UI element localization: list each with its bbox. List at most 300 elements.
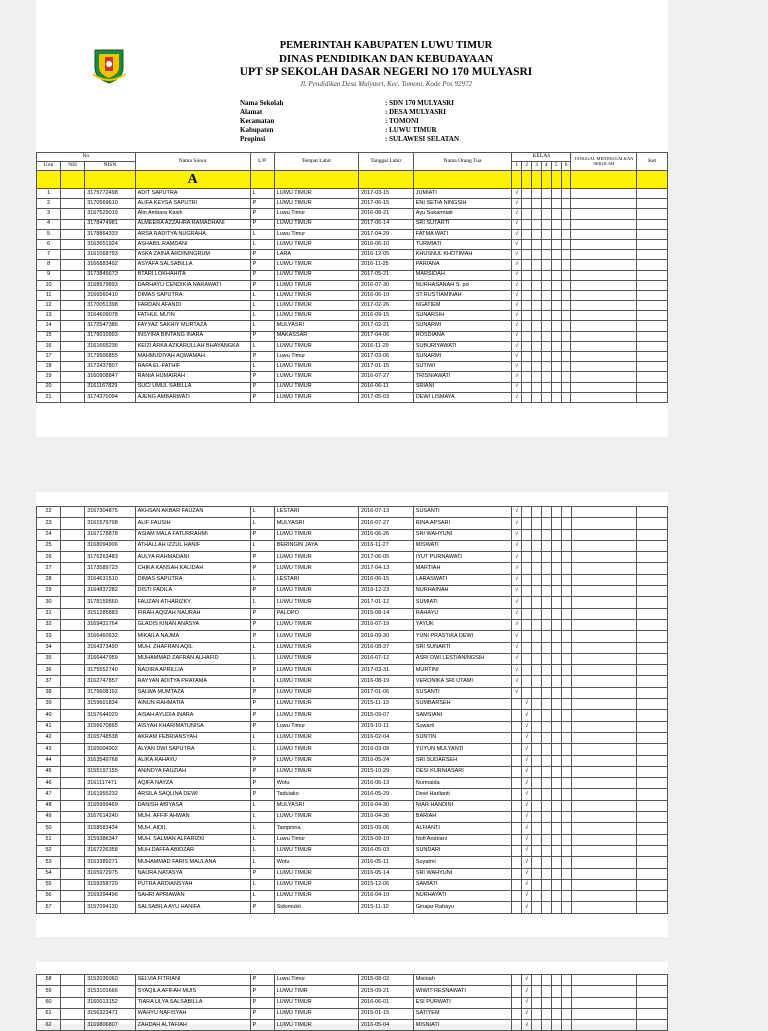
row-number: 39 [37, 699, 61, 710]
nisn-cell: 3156670865 [85, 721, 135, 732]
info-label: Propinsi [240, 135, 266, 143]
nis-cell [61, 552, 85, 563]
ket-cell [637, 529, 668, 540]
leave-date-cell [571, 331, 637, 341]
birthdate-cell: 2015-08-02 [359, 975, 414, 986]
nis-cell [61, 891, 85, 902]
gender-cell: L [250, 574, 274, 585]
empty-cell [541, 171, 551, 189]
nisn-cell: 3159358729 [85, 879, 135, 890]
student-name: ALMEERA AZZAHRA RAMADHANI [135, 219, 250, 229]
nisn-cell: 3167529019 [85, 209, 135, 219]
ket-cell [637, 642, 668, 653]
leave-date-cell [571, 789, 637, 800]
check-icon: √ [512, 321, 522, 331]
nis-cell [61, 250, 85, 260]
ket-cell [637, 209, 668, 219]
student-name: ASYAFA SALSABILLA [135, 260, 250, 270]
birthdate-cell: 2016-08-21 [359, 209, 414, 219]
gender-cell: L [250, 653, 274, 664]
birthplace-cell: LUWU TIMUR [274, 199, 358, 209]
birthdate-cell: 2016-05-14 [359, 868, 414, 879]
leave-date-cell [571, 665, 637, 676]
nisn-cell: 3169294496 [85, 891, 135, 902]
table-row [37, 642, 668, 653]
gender-cell: P [250, 902, 274, 913]
header-nisn: NISN [85, 162, 135, 171]
check-icon: √ [512, 341, 522, 351]
header-kelas-6: 6 [561, 162, 571, 171]
ket-cell [637, 301, 668, 311]
nisn-cell: 3161579798 [85, 518, 135, 529]
birthplace-cell: LUWU TIMUR [274, 239, 358, 249]
gender-cell: L [250, 676, 274, 687]
check-icon: √ [522, 721, 532, 732]
nis-cell [61, 975, 85, 986]
birthdate-cell: 2016-07-19 [359, 619, 414, 630]
parent-name: SUMBARSEH [413, 699, 512, 710]
birthplace-cell: LESTARI [274, 507, 358, 518]
leave-date-cell [571, 301, 637, 311]
gender-cell: P [250, 270, 274, 280]
kelas-cell [551, 362, 561, 372]
student-name: ARSILA SAQLINA DEWI [135, 789, 250, 800]
birthdate-cell: 2015-01-15 [359, 1008, 414, 1019]
student-name: SUCI UMUL SABILLA [135, 382, 250, 392]
table-row [37, 392, 668, 402]
birthplace-cell: LUWU TIMUR [274, 1008, 358, 1019]
kelas-cell [522, 665, 532, 676]
birthplace-cell: LUWU TIMUR [274, 879, 358, 890]
kelas-cell [561, 823, 571, 834]
info-label: Kecamatan [240, 117, 275, 125]
kelas-cell [561, 507, 571, 518]
nis-cell [61, 687, 85, 698]
student-name: DANISH ABIYASA [135, 800, 250, 811]
kelas-cell [532, 270, 542, 280]
nis-cell [61, 321, 85, 331]
kelas-cell [532, 311, 542, 321]
kelas-cell [532, 301, 542, 311]
nis-cell [61, 879, 85, 890]
kelas-cell [551, 563, 561, 574]
nis-cell [61, 507, 85, 518]
kelas-cell [522, 219, 532, 229]
gender-cell: L [250, 642, 274, 653]
row-number: 27 [37, 563, 61, 574]
birthdate-cell: 2017-04-13 [359, 563, 414, 574]
regency-emblem-icon [92, 44, 126, 84]
birthplace-cell: LUWU TIMUR [274, 755, 358, 766]
nis-cell [61, 331, 85, 341]
row-number: 53 [37, 857, 61, 868]
nis-cell [61, 732, 85, 743]
info-value: : SULAWESI SELATAN [385, 135, 460, 143]
nisn-cell: 3164373490 [85, 642, 135, 653]
birthplace-cell: Luwu Timur [274, 834, 358, 845]
nis-cell [61, 665, 85, 676]
kelas-cell [541, 552, 551, 563]
birthplace-cell: LUWU TIMUR [274, 392, 358, 402]
nisn-cell: 3157644029 [85, 710, 135, 721]
kelas-cell [522, 653, 532, 664]
birthdate-cell: 2016-05-24 [359, 755, 414, 766]
student-name: ALIKA RAHAYU [135, 755, 250, 766]
kelas-cell [561, 1008, 571, 1019]
student-name: ALYAN DWI SAPUTRA [135, 744, 250, 755]
kelas-cell [561, 778, 571, 789]
info-value: : TOMONI [385, 117, 419, 125]
kelas-cell [541, 229, 551, 239]
row-number: 48 [37, 800, 61, 811]
row-number: 20 [37, 382, 61, 392]
birthdate-cell: 2017-02-26 [359, 301, 414, 311]
kelas-cell [561, 280, 571, 290]
birthdate-cell: 2015-08-14 [359, 608, 414, 619]
kelas-cell [551, 997, 561, 1008]
kelas-cell [551, 331, 561, 341]
ket-cell [637, 280, 668, 290]
birthdate-cell: 2016-05-04 [359, 1020, 414, 1031]
kelas-cell [541, 975, 551, 986]
gender-cell: L [250, 229, 274, 239]
ket-cell [637, 229, 668, 239]
kelas-cell [541, 219, 551, 229]
nis-cell [61, 845, 85, 856]
kelas-cell [561, 608, 571, 619]
nis-cell [61, 229, 85, 239]
kelas-cell [522, 687, 532, 698]
kelas-cell [561, 721, 571, 732]
check-icon: √ [522, 778, 532, 789]
ket-cell [637, 507, 668, 518]
nis-cell [61, 676, 85, 687]
row-number: 28 [37, 574, 61, 585]
kelas-cell [522, 608, 532, 619]
kelas-cell [532, 392, 542, 402]
leave-date-cell [571, 1008, 637, 1019]
row-number: 15 [37, 331, 61, 341]
row-number: 14 [37, 321, 61, 331]
ket-cell [637, 997, 668, 1008]
row-number: 33 [37, 631, 61, 642]
table-row [37, 789, 668, 800]
table-row [37, 270, 668, 280]
check-icon: √ [512, 642, 522, 653]
table-row [37, 362, 668, 372]
nisn-cell: 3159386347 [85, 834, 135, 845]
kelas-cell [551, 219, 561, 229]
nis-cell [61, 857, 85, 868]
birthplace-cell: LUWU TIMUR [274, 219, 358, 229]
kelas-cell [561, 331, 571, 341]
birthplace-cell: MULYASRI [274, 800, 358, 811]
kelas-cell [561, 868, 571, 879]
nis-cell [61, 812, 85, 823]
birthplace-cell: Luwu Timur [274, 352, 358, 362]
row-number: 42 [37, 732, 61, 743]
kelas-cell [541, 812, 551, 823]
kelas-cell [541, 239, 551, 249]
leave-date-cell [571, 270, 637, 280]
kelas-cell [561, 260, 571, 270]
ket-cell [637, 789, 668, 800]
header-tanggal-meninggalkan: TANGGAL MENINGGALKAN SEKOLAH [571, 153, 637, 171]
birthdate-cell: 2016-12-05 [359, 250, 414, 260]
table-row [37, 280, 668, 290]
nisn-cell: 3168979893 [85, 280, 135, 290]
leave-date-cell [571, 619, 637, 630]
nisn-cell: 3175772498 [85, 189, 135, 199]
ket-cell [637, 552, 668, 563]
table-row [37, 290, 668, 300]
nisn-cell: 3161117471 [85, 778, 135, 789]
leave-date-cell [571, 311, 637, 321]
kelas-cell [532, 199, 542, 209]
gender-cell: P [250, 608, 274, 619]
kelas-cell [541, 857, 551, 868]
gender-cell: L [250, 891, 274, 902]
header-urut: Urut [37, 162, 61, 171]
leave-date-cell [571, 699, 637, 710]
table-row [37, 834, 668, 845]
kelas-cell [532, 552, 542, 563]
leave-date-cell [571, 540, 637, 551]
kelas-cell [551, 239, 561, 249]
gender-cell: P [250, 868, 274, 879]
nis-cell [61, 189, 85, 199]
header-kelas-4: 4 [541, 162, 551, 171]
check-icon: √ [522, 834, 532, 845]
check-icon: √ [512, 540, 522, 551]
kelas-cell [522, 280, 532, 290]
birthplace-cell: Luwu Timur [274, 975, 358, 986]
parent-name: SRI WAHYUNI [413, 868, 512, 879]
parent-name: SATIYEM [413, 1008, 512, 1019]
birthdate-cell: 2016-07-27 [359, 518, 414, 529]
parent-name: SRI SUDARSEH [413, 755, 512, 766]
check-icon: √ [512, 676, 522, 687]
nisn-cell: 3161167829 [85, 382, 135, 392]
kelas-cell [512, 845, 522, 856]
kelas-cell [561, 250, 571, 260]
birthdate-cell: 2016-09-30 [359, 631, 414, 642]
nis-cell [61, 986, 85, 997]
table-row [37, 250, 668, 260]
row-number: 55 [37, 879, 61, 890]
kelas-cell [541, 392, 551, 402]
kelas-cell [551, 687, 561, 698]
student-name: ASHABIL RAMDANI [135, 239, 250, 249]
kelas-cell [522, 321, 532, 331]
kelas-cell [551, 382, 561, 392]
birthplace-cell: Sidomukti [274, 902, 358, 913]
parent-name: SUSANTI [413, 687, 512, 698]
gender-cell: P [250, 382, 274, 392]
row-number: 8 [37, 260, 61, 270]
gender-cell: L [250, 341, 274, 351]
nisn-cell: 3179506855 [85, 352, 135, 362]
kelas-cell [522, 372, 532, 382]
birthplace-cell: LUWU TIMUR [274, 552, 358, 563]
ket-cell [637, 199, 668, 209]
kelas-cell [522, 382, 532, 392]
leave-date-cell [571, 260, 637, 270]
kelas-cell [532, 744, 542, 755]
nis-cell [61, 631, 85, 642]
student-name: AULYA RAHMADANI [135, 552, 250, 563]
kelas-cell [561, 902, 571, 913]
birthplace-cell: LUWU TIMUR [274, 710, 358, 721]
parent-name: VERONIKA SRI UTAMI [413, 676, 512, 687]
gender-cell: P [250, 209, 274, 219]
birthplace-cell: LUWU TIMUR [274, 586, 358, 597]
empty-cell [250, 171, 274, 189]
table-row [37, 574, 668, 585]
kelas-cell [541, 619, 551, 630]
table-row [37, 721, 668, 732]
kelas-cell [541, 868, 551, 879]
student-name: SALSABILA AYU HANIFA [135, 902, 250, 913]
kelas-cell [532, 902, 542, 913]
kelas-cell [541, 778, 551, 789]
birthdate-cell: 2016-11-29 [359, 341, 414, 351]
nis-cell [61, 382, 85, 392]
row-number: 46 [37, 778, 61, 789]
leave-date-cell [571, 362, 637, 372]
kelas-cell [522, 586, 532, 597]
ket-cell [637, 732, 668, 743]
nisn-cell: 3151285883 [85, 608, 135, 619]
kelas-cell [551, 250, 561, 260]
table-row [37, 372, 668, 382]
table-row [37, 229, 668, 239]
row-number: 49 [37, 812, 61, 823]
kelas-cell [532, 529, 542, 540]
nisn-cell: 3163389271 [85, 857, 135, 868]
kelas-cell [561, 631, 571, 642]
check-icon: √ [512, 290, 522, 300]
kelas-cell [541, 540, 551, 551]
birthdate-cell: 2016-09-15 [359, 311, 414, 321]
kelas-cell [532, 341, 542, 351]
nis-cell [61, 902, 85, 913]
birthdate-cell: 2016-02-04 [359, 732, 414, 743]
ket-cell [637, 518, 668, 529]
kelas-cell [522, 239, 532, 249]
nisn-cell: 3159601834 [85, 699, 135, 710]
birthplace-cell: LUWU TIMUR [274, 845, 358, 856]
birthplace-cell: LUWU TIMUR [274, 687, 358, 698]
ket-cell [637, 250, 668, 260]
kelas-cell [551, 642, 561, 653]
document-page-3 [36, 962, 668, 1028]
header-kelas-2: 2 [522, 162, 532, 171]
ket-cell [637, 665, 668, 676]
table-row [37, 653, 668, 664]
leave-date-cell [571, 744, 637, 755]
table-row [37, 260, 668, 270]
nis-cell [61, 290, 85, 300]
nis-cell [61, 270, 85, 280]
nisn-cell: 3165999469 [85, 800, 135, 811]
kelas-cell [551, 597, 561, 608]
parent-name: DESI KURNIASARI [413, 766, 512, 777]
kelas-cell [561, 732, 571, 743]
kelas-cell [561, 975, 571, 986]
kelas-cell [561, 857, 571, 868]
ket-cell [637, 597, 668, 608]
row-number: 17 [37, 352, 61, 362]
row-number: 1 [37, 189, 61, 199]
student-name: WAHYU NAFISYAH [135, 1008, 250, 1019]
check-icon: √ [512, 239, 522, 249]
gender-cell: P [250, 529, 274, 540]
birthplace-cell: Luwu Timur [274, 209, 358, 219]
parent-name: SUTIWI [413, 362, 512, 372]
empty-cell [61, 171, 85, 189]
birthdate-cell: 2017-06-05 [359, 552, 414, 563]
row-number: 36 [37, 665, 61, 676]
kelas-cell [561, 699, 571, 710]
header-lp: L/P [250, 153, 274, 171]
gender-cell: P [250, 766, 274, 777]
nis-cell [61, 766, 85, 777]
kelas-cell [532, 540, 542, 551]
info-row [240, 135, 600, 144]
kelas-cell [522, 619, 532, 630]
kelas-cell [532, 586, 542, 597]
table-row [37, 800, 668, 811]
parent-name: NURHASANAH S. pd [413, 280, 512, 290]
birthdate-cell: 2017-01-15 [359, 362, 414, 372]
row-number: 29 [37, 586, 61, 597]
kelas-cell [522, 540, 532, 551]
row-number: 51 [37, 834, 61, 845]
birthplace-cell: LUWU TIMUR [274, 189, 358, 199]
row-number: 40 [37, 710, 61, 721]
kelas-cell [541, 1020, 551, 1031]
ket-cell [637, 975, 668, 986]
kelas-cell [541, 362, 551, 372]
kelas-cell [561, 891, 571, 902]
parent-name: SUBURIYAWATI [413, 341, 512, 351]
kelas-cell [541, 986, 551, 997]
parent-name: SAMSIANI [413, 710, 512, 721]
row-number: 25 [37, 540, 61, 551]
header-tempat-lahir: Tempat Lahir [274, 153, 358, 171]
kelas-cell [561, 290, 571, 300]
kelas-cell [551, 653, 561, 664]
nisn-cell: 3166560410 [85, 290, 135, 300]
leave-date-cell [571, 372, 637, 382]
header-nama-orang-tua: Nama Orang Tua [413, 153, 512, 171]
header-department: DINAS PENDIDIKAN DAN KEBUDAYAAN [278, 53, 494, 65]
check-icon: √ [512, 631, 522, 642]
ket-cell [637, 902, 668, 913]
table-row [37, 997, 668, 1008]
check-icon: √ [512, 597, 522, 608]
ket-cell [637, 189, 668, 199]
birthdate-cell: 2017-01-06 [359, 687, 414, 698]
check-icon: √ [512, 219, 522, 229]
table-row [37, 845, 668, 856]
gender-cell: P [250, 260, 274, 270]
nisn-cell: 3155197155 [85, 766, 135, 777]
parent-name: Misinah [413, 975, 512, 986]
row-number: 35 [37, 653, 61, 664]
check-icon: √ [512, 301, 522, 311]
